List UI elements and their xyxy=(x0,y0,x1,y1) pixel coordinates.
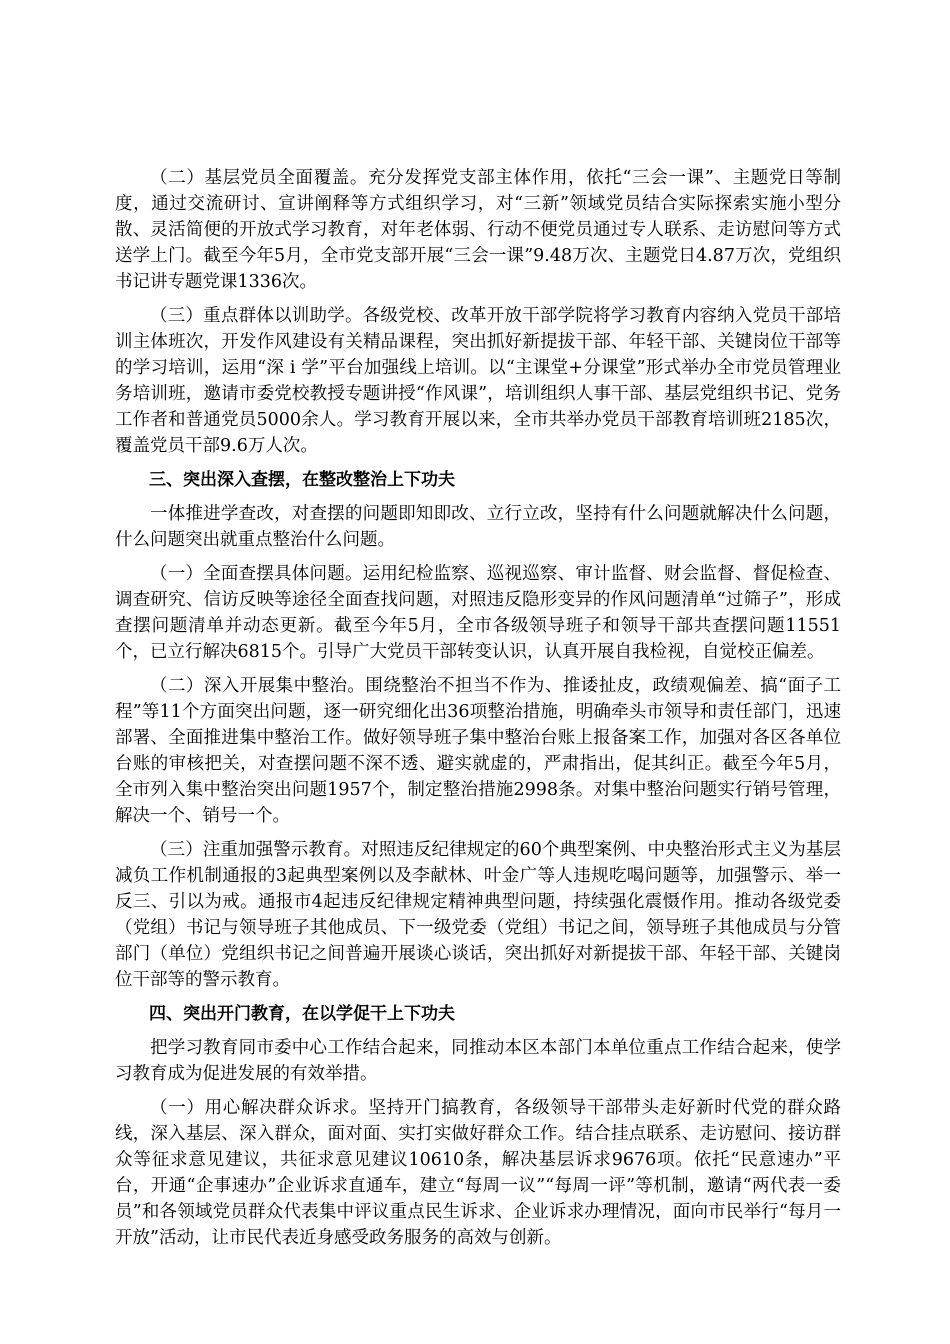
paragraph-section-4-intro: 把学习教育同市委中心工作结合起来，同推动本区本部门本单位重点工作结合起来，使学习教育成为促进发展的有效举措。 xyxy=(115,1038,841,1084)
section-heading-3: 三、突出深入查摆，在整改整治上下功夫 xyxy=(149,470,455,490)
paragraph-basic-party-members: （二）基层党员全面覆盖。充分发挥党支部主体作用，依托“三会一课”、主题党日等制度，通过交流研讨、宣讲阐释等方式组织学习，对“三新”领域党员结合实际探索实施小型分散、灵活简便的开放式学习教育，对年老体弱、行动不便党员通过专人联系、走访慰问等方式送学上门。截至今年5月，全市党支部开展“三会一课”9.48万次、主题党日4.87万次，党组织书记讲专题党课1336次。 xyxy=(115,168,841,292)
paragraph-public-demands: （一）用心解决群众诉求。坚持开门搞教育，各级领导干部带头走好新时代党的群众路线，深入基层、深入群众，面对面、实打实做好群众工作。结合挂点联系、走访慰问、接访群众等征求意见建议，共征求意见建议10610条，解决基层诉求9676项。依托“民意速办”平台，开通“企事速办”企业诉求直通车，建立“每周一议”“每周一评”等机制，邀请“两代表一委员”和各领域党员群众代表集中评议重点民生诉求、企业诉求办理情况，面向市民举行“每月一开放”活动，让市民代表近身感受政务服务的高效与创新。 xyxy=(115,1098,841,1248)
paragraph-warning-education: （三）注重加强警示教育。对照违反纪律规定的60个典型案例、中央整治形式主义为基层减负工作机制通报的3起典型案例以及李献林、叶金广等人违规吃喝问题等，加强警示、举一反三、引以为戒。通报市4起违反纪律规定精神典型问题，持续强化震慑作用。推动各级党委（党组）书记与领导班子其他成员、下一级党委（党组）书记之间，领导班子其他成员与分管部门（单位）党组织书记之间普遍开展谈心谈话，突出抓好对新提拔干部、年轻干部、关键岗位干部等的警示教育。 xyxy=(115,840,841,990)
document-body xyxy=(115,165,841,1259)
paragraph-section-3-intro: 一体推进学查改，对查摆的问题即知即改、立行立改，坚持有什么问题就解决什么问题，什么问题突出就重点整治什么问题。 xyxy=(115,504,841,550)
section-heading-4: 四、突出开门教育，在以学促干上下功夫 xyxy=(149,1004,455,1024)
paragraph-key-groups-training: （三）重点群体以训助学。各级党校、改革开放干部学院将学习教育内容纳入党员干部培训主体班次，开发作风建设有关精品课程，突出抓好新提拔干部、年轻干部、关键岗位干部等的学习培训，运用“深 i 学”平台加强线上培训。以“主课堂+分课堂”形式举办全市党员管理业务培训班，邀请市委党校教授专题讲授“作风课”，培训组织人事干部、基层党组织书记、党务工作者和普通党员5000余人。学习教育开展以来，全市共举办党员干部教育培训班2185次，覆盖党员干部9.6万人次。 xyxy=(115,306,841,456)
paragraph-centralized-rectification: （二）深入开展集中整治。围绕整治不担当不作为、推诿扯皮，政绩观偏差、搞“面子工程”等11个方面突出问题，逐一研究细化出36项整治措施，明确牵头市领导和责任部门，迅速部署、全面推进集中整治工作。做好领导班子集中整治台账上报备案工作，加强对各区各单位台账的审核把关，对查摆问题不深不透、避实就虚的，严肃指出，促其纠正。截至今年5月，全市列入集中整治突出问题1957个，制定整治措施2998条。对集中整治问题实行销号管理，解决一个、销号一个。 xyxy=(115,676,841,826)
paragraph-identify-problems: （一）全面查摆具体问题。运用纪检监察、巡视巡察、审计监督、财会监督、督促检查、调查研究、信访反映等途径全面查找问题，对照违反隐形变异的作风问题清单“过筛子”，形成查摆问题清单并动态更新。截至今年5月，全市各级领导班子和领导干部共查摆问题11551个，已立行解决6815个。引导广大党员干部转变认识，认真开展自我检视，自觉校正偏差。 xyxy=(115,564,841,662)
